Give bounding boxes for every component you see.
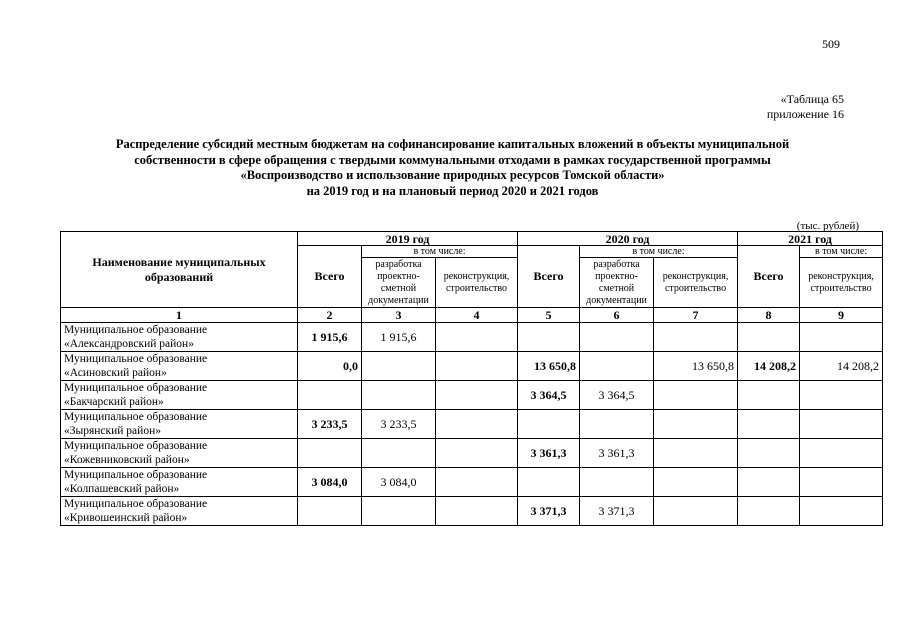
table-row [61, 497, 883, 526]
cell-2019-total [298, 439, 362, 468]
row-name-line1: Муниципальное образование [64, 498, 208, 510]
cell-2019-recon [436, 410, 518, 439]
table-row [61, 410, 883, 439]
cell-2019-design [362, 381, 436, 410]
title-line4: на 2019 год и на плановый период 2020 и 2021 годов [306, 183, 599, 198]
table-row [61, 323, 883, 352]
cell-2021-recon [800, 497, 883, 526]
row-name-line1: Муниципальное образование [64, 411, 208, 423]
col-number: 2 [298, 308, 362, 323]
header-2020-incl: в том числе: [580, 246, 738, 258]
cell-2019-recon [436, 381, 518, 410]
cell-2019-recon [436, 497, 518, 526]
cell-2020-total [518, 468, 580, 497]
header-2019-design: разработка проектно-сметной документации [362, 258, 436, 308]
cell-2020-recon [654, 410, 738, 439]
row-name [61, 381, 298, 410]
cell-2020-recon [654, 323, 738, 352]
row-name-line2: «Кожевниковский район» [64, 454, 190, 466]
cell-2020-design: 3 361,3 [580, 439, 654, 468]
subsidy-table [60, 231, 883, 526]
cell-2021-total [738, 439, 800, 468]
header-year-2021: 2021 год [738, 232, 883, 246]
page-number: 509 [822, 37, 840, 51]
cell-2019-design [362, 497, 436, 526]
cell-2020-total: 3 364,5 [518, 381, 580, 410]
cell-2021-recon [800, 410, 883, 439]
cell-2021-recon [800, 468, 883, 497]
cell-2019-total: 3 084,0 [298, 468, 362, 497]
cell-2021-recon [800, 381, 883, 410]
cell-2019-recon [436, 439, 518, 468]
table-row [61, 381, 883, 410]
cell-2021-total [738, 468, 800, 497]
cell-2020-recon [654, 381, 738, 410]
row-name-line2: «Асиновский район» [64, 367, 167, 379]
document-title [50, 137, 855, 199]
cell-2021-recon [800, 439, 883, 468]
header-2019-recon: реконструкция, строительство [436, 258, 518, 308]
cell-2019-total: 1 915,6 [298, 323, 362, 352]
cell-2020-recon [654, 439, 738, 468]
cell-2020-design [580, 410, 654, 439]
cell-2020-recon: 13 650,8 [654, 352, 738, 381]
col-number: 6 [580, 308, 654, 323]
cell-2019-design [362, 439, 436, 468]
cell-2020-recon [654, 497, 738, 526]
cell-2020-design: 3 371,3 [580, 497, 654, 526]
cell-2019-recon [436, 323, 518, 352]
row-name-line1: Муниципальное образование [64, 440, 208, 452]
cell-2019-total: 0,0 [298, 352, 362, 381]
header-2019-total: Всего [298, 246, 362, 308]
row-name-line2: «Александровский район» [64, 338, 194, 350]
title-line2: собственности в сфере обращения с твердыми коммунальными отходами в рамках государственной программы [134, 152, 771, 167]
cell-2020-total [518, 323, 580, 352]
col-number: 1 [61, 308, 298, 323]
cell-2019-recon [436, 352, 518, 381]
table-ref-line2: приложение 16 [766, 107, 844, 121]
cell-2020-design [580, 352, 654, 381]
unit-label: (тыс. рублей) [796, 220, 859, 232]
cell-2019-design: 3 084,0 [362, 468, 436, 497]
col-number: 4 [436, 308, 518, 323]
cell-2020-total: 3 371,3 [518, 497, 580, 526]
cell-2021-total [738, 497, 800, 526]
title-line3: «Воспроизводство и использование природных ресурсов Томской области» [240, 168, 665, 182]
table-row [61, 468, 883, 497]
header-2019-incl: в том числе: [362, 246, 518, 258]
header-2021-recon: реконструкция, строительство [800, 258, 883, 308]
header-2020-design: разработка проектно-сметной документации [580, 258, 654, 308]
cell-2021-recon [800, 323, 883, 352]
header-2020-recon: реконструкция, строительство [654, 258, 738, 308]
col-number: 9 [800, 308, 883, 323]
header-name-col: Наименование муниципальных образований [61, 232, 298, 308]
title-line1: Распределение субсидий местным бюджетам на софинансирование капитальных вложений в объекты муниципальной [115, 137, 790, 151]
cell-2021-total [738, 381, 800, 410]
cell-2021-recon: 14 208,2 [800, 352, 883, 381]
header-2020-total: Всего [518, 246, 580, 308]
row-name [61, 497, 298, 526]
cell-2019-total [298, 497, 362, 526]
table-row [61, 439, 883, 468]
header-year-2019: 2019 год [298, 232, 518, 246]
row-name-line2: «Кривошеинский район» [64, 512, 188, 524]
cell-2019-design: 1 915,6 [362, 323, 436, 352]
row-name-line1: Муниципальное образование [64, 324, 208, 336]
cell-2020-recon [654, 468, 738, 497]
cell-2020-design [580, 323, 654, 352]
table-row [61, 352, 883, 381]
row-name [61, 323, 298, 352]
row-name-line1: Муниципальное образование [64, 382, 208, 394]
table-reference [767, 92, 844, 122]
cell-2019-recon [436, 468, 518, 497]
col-number: 3 [362, 308, 436, 323]
header-row-years [61, 232, 883, 246]
column-number-row [61, 308, 883, 323]
cell-2020-total: 3 361,3 [518, 439, 580, 468]
cell-2019-total: 3 233,5 [298, 410, 362, 439]
row-name [61, 468, 298, 497]
col-number: 8 [738, 308, 800, 323]
cell-2019-total [298, 381, 362, 410]
col-number: 5 [518, 308, 580, 323]
row-name-line2: «Колпашевский район» [64, 483, 180, 495]
row-name-line1: Муниципальное образование [64, 353, 208, 365]
row-name [61, 439, 298, 468]
row-name [61, 352, 298, 381]
row-name-line1: Муниципальное образование [64, 469, 208, 481]
col-number: 7 [654, 308, 738, 323]
table-ref-line1: «Таблица 65 [780, 92, 844, 106]
row-name [61, 410, 298, 439]
row-name-line2: «Зырянский район» [64, 425, 161, 437]
header-2021-total: Всего [738, 246, 800, 308]
cell-2019-design: 3 233,5 [362, 410, 436, 439]
cell-2021-total [738, 410, 800, 439]
header-2021-incl: в том числе: [800, 246, 883, 258]
cell-2019-design [362, 352, 436, 381]
cell-2021-total [738, 323, 800, 352]
cell-2020-design: 3 364,5 [580, 381, 654, 410]
row-name-line2: «Бакчарский район» [64, 396, 164, 408]
cell-2020-design [580, 468, 654, 497]
cell-2020-total [518, 410, 580, 439]
cell-2020-total: 13 650,8 [518, 352, 580, 381]
header-year-2020: 2020 год [518, 232, 738, 246]
cell-2021-total: 14 208,2 [738, 352, 800, 381]
